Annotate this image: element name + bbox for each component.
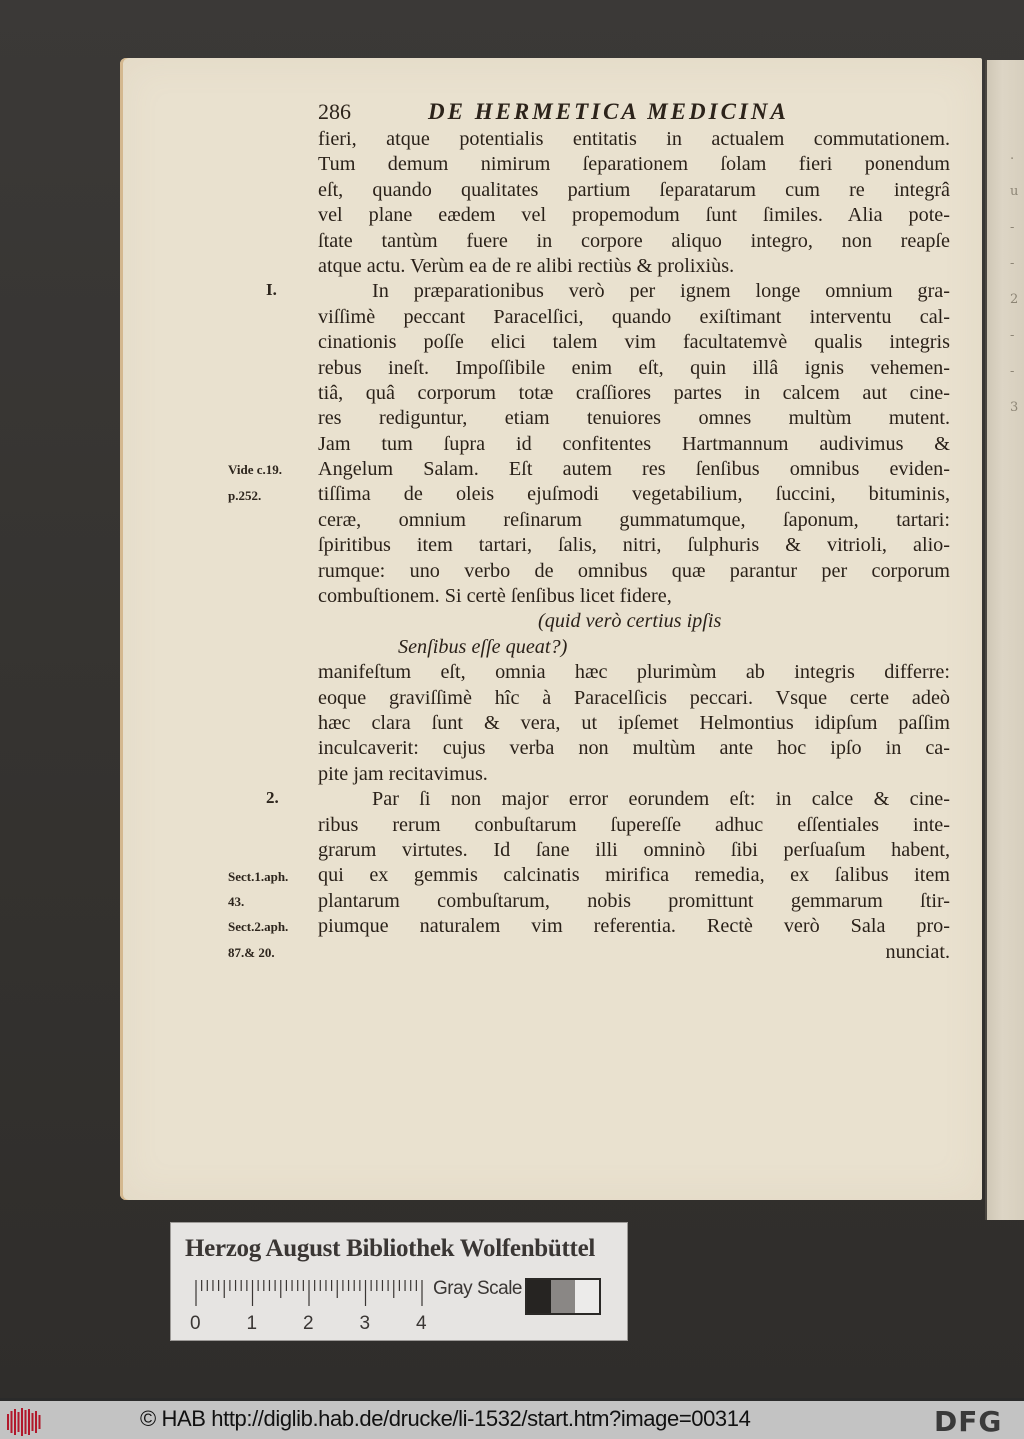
text-line: rumque: uno verbo de omnibus quæ parantur per corporum (318, 559, 950, 582)
text-line: atque actu. Verùm ea de re alibi rectiùs & prolixiùs. (318, 254, 735, 277)
text-line: rebus ineſt. Impoſſibile enim eſt, quin illâ ignis vehemen- (318, 356, 950, 379)
facing-page-mark: - (1010, 220, 1015, 235)
text-line: Jam tum ſupra id confitentes Hartmannum audivimus & (318, 432, 950, 455)
page-number: 286 (318, 99, 351, 124)
margin-note: 87.& 20. (228, 944, 275, 960)
text-line: tiâ, quâ corporum totæ craſſiores partes in calcem aut cine- (318, 381, 950, 404)
hab-logo-icon (5, 1408, 43, 1436)
margin-note: 43. (228, 894, 245, 909)
text-line: grarum virtutes. Id ſane illi omninò ſibi perſuaſum habent, (318, 838, 950, 861)
text-line: In præparationibus verò per ignem longe omnium gra- (372, 280, 950, 303)
facing-page-mark: - (1010, 256, 1015, 271)
facing-page-mark: 2 (1010, 292, 1019, 307)
ruler-label: 0 (190, 1313, 201, 1334)
text-line: combuſtionem. Si certè ſenſibus licet fidere, (318, 585, 672, 608)
gray-scale-label: Gray Scale (433, 1278, 522, 1299)
text-line: res rediguntur, etiam tenuiores omnes multùm mutent. (318, 407, 950, 430)
text-line: vel plane eædem vel propemodum ſunt ſimiles. Alia pote- (318, 204, 950, 227)
text-line: Tum demum nimirum ſeparationem ſolam fieri ponendum (318, 153, 950, 176)
text-line: pite jam recitavimus. (318, 762, 488, 785)
text-line: cinationis poſſe elici talem vim facultatemvè qualis integris (318, 331, 950, 354)
facing-page-mark: u (1010, 184, 1019, 199)
text-line: nunciat. (885, 940, 950, 963)
text-line: tiſſima de oleis ejuſmodi vegetabilium, ſuccini, bituminis, (318, 483, 950, 506)
ruler-label: 2 (303, 1313, 314, 1334)
text-line: hæc clara ſunt & vera, ut ipſemet Helmontius idipſum paſſim (318, 711, 950, 734)
color-target-card (170, 1222, 628, 1341)
ruler-label: 4 (416, 1313, 427, 1334)
running-title: DE HERMETICA MEDICINA (428, 99, 789, 124)
margin-note: Vide c.19. (228, 462, 283, 478)
text-line: Par ſi non major error eorundem eſt: in calce & cine- (372, 788, 950, 811)
gray-swatch (527, 1280, 551, 1313)
text-line: (quid verò certius ipſis (538, 610, 722, 633)
margin-note: Sect.1.aph. (228, 868, 289, 884)
text-line: Senſibus eſſe queat?) (398, 635, 568, 658)
text-line: fieri, atque potentialis entitatis in actualem commutationem. (318, 128, 950, 150)
margin-note: 2. (266, 788, 279, 808)
gray-swatch (551, 1280, 575, 1313)
facing-page-mark: - (1010, 328, 1015, 343)
text-line: plantarum combuſtarum, nobis promittunt gemmarum ſtir- (318, 889, 950, 912)
text-line: viſſimè peccant Paracelſici, quando exiſtimant interventu cal- (318, 305, 950, 328)
text-line: inculcaverit: cujus verba non multùm ante hoc ipſo in ca- (318, 737, 950, 760)
facing-page-edge (985, 60, 1024, 1220)
copyright-url-link[interactable]: © HAB http://diglib.hab.de/drucke/li-1532/start.htm?image=00314 (140, 1406, 751, 1431)
text-line: qui ex gemmis calcinatis mirifica remedia, ex ſalibus item (318, 864, 950, 887)
margin-note: Sect.2.aph. (228, 919, 289, 935)
text-line: ſpiritibus item tartari, ſalis, nitri, ſulphuris & vitrioli, alio- (318, 534, 950, 557)
text-line: ſtate tantùm fuere in corpore aliquo integro, non reapſe (318, 229, 950, 252)
ruler-label: 1 (246, 1313, 258, 1334)
running-head (318, 99, 958, 127)
gray-swatch (575, 1280, 599, 1313)
text-line: ceræ, omnium reſinarum gummatumque, ſaponum, tartari: (318, 508, 950, 531)
ruler-icon (195, 1280, 425, 1306)
facing-page-mark: . (1010, 148, 1015, 163)
text-line: manifeſtum eſt, omnia hæc plurimùm ab integris differre: (318, 661, 950, 684)
margin-note: p.252. (228, 487, 262, 503)
body-text (318, 127, 950, 965)
text-line: Angelum Salam. Eſt autem res ſenſibus omnibus eviden- (318, 458, 950, 481)
text-line: eoque graviſſimè hîc à Paracelſicis peccari. Vsque certe adeò (318, 686, 950, 709)
text-line: piumque naturalem vim referentia. Rectè verò Sala pro- (318, 915, 950, 938)
facing-page-mark: 3 (1010, 400, 1019, 415)
text-line: ribus rerum conbuſtarum ſupereſſe adhuc eſſentiales inte- (318, 813, 950, 836)
ruler-label: 3 (359, 1313, 371, 1334)
text-line: eſt, quando qualitates partium ſeparatarum cum re integrâ (318, 178, 950, 201)
margin-note: I. (266, 280, 277, 300)
library-name: Herzog August Bibliothek Wolfenbüttel (185, 1235, 596, 1262)
footer-bar (0, 1398, 1024, 1439)
dfg-logo: DFG (934, 1405, 1003, 1438)
gray-scale-swatches (525, 1278, 601, 1315)
facing-page-mark: - (1010, 364, 1015, 379)
